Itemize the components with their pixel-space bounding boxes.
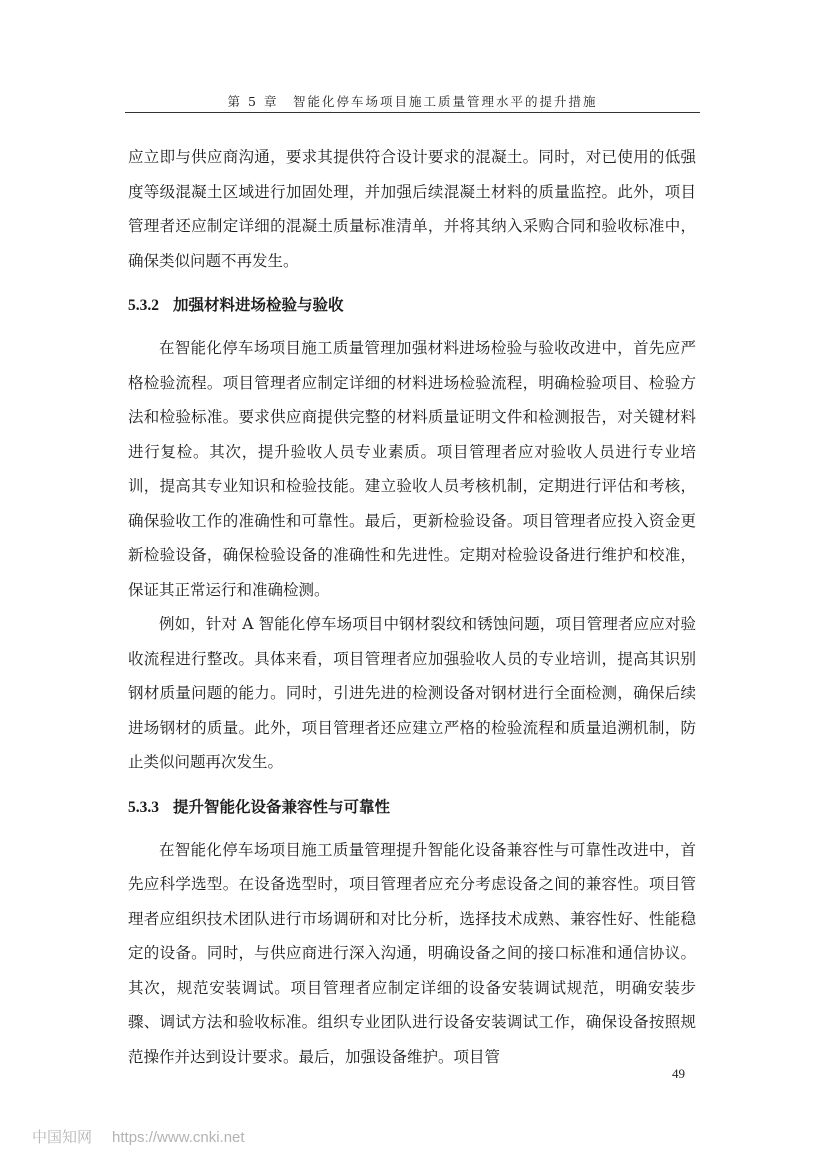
- watermark-url[interactable]: https://www.cnki.net: [112, 1129, 245, 1146]
- section-heading-5-3-2: [128, 288, 696, 323]
- paragraph-3: 例如，针对 A 智能化停车场项目中钢材裂纹和锈蚀问题，项目管理者应应对验收流程进行整改。具体来看，项目管理者应加强验收人员的专业培训，提高其识别钢材质量问题的能力。同时，引进先进的检测设备对钢材进行全面检测，确保后续进场钢材的质量。此外，项目管理者还应建立严格的检验流程和质量追溯机制，防止类似问题再次发生。: [128, 615, 696, 771]
- section-title: 提升智能化设备兼容性与可靠性: [173, 797, 391, 816]
- page-body: [128, 140, 696, 1074]
- watermark-brand: 中国知网: [32, 1129, 93, 1146]
- section-title: 加强材料进场检验与验收: [173, 296, 344, 314]
- paragraph-4: 在智能化停车场项目施工质量管理提升智能化设备兼容性与可靠性改进中，首先应科学选型。在设备选型时，项目管理者应充分考虑设备之间的兼容性。项目管理者应组织技术团队进行市场调研和对比分析，选择技术成熟、兼容性好、性能稳定的设备。同时，与供应商进行深入沟通，明确设备之间的接口标准和通信协议。其次，规范安装调试。项目管理者应制定详细的设备安装调试规范，明确安装步骤、调试方法和验收标准。组织专业团队进行设备安装调试工作，确保设备按照规范操作并达到设计要求。最后，加强设备维护。项目管: [128, 840, 696, 1066]
- page-number: 49: [672, 1066, 685, 1081]
- paragraph-2: 在智能化停车场项目施工质量管理加强材料进场检验与验收改进中，首先应严格检验流程。项目管理者应制定详细的材料进场检验流程，明确检验项目、检验方法和检验标准。要求供应商提供完整的材料质量证明文件和检测报告，对关键材料进行复检。其次，提升验收人员专业素质。项目管理者应对验收人员进行专业培训，提高其专业知识和检验技能。建立验收人员考核机制，定期进行评估和考核，确保验收工作的准确性和可靠性。最后，更新检验设备。项目管理者应投入资金更新检验设备，确保检验设备的准确性和先进性。定期对检验设备进行维护和校准，保证其正常运行和准确检测。: [128, 339, 696, 599]
- section-number: 5.3.2: [128, 297, 159, 314]
- header-rule: [125, 112, 700, 113]
- cnki-watermark: [32, 1126, 245, 1147]
- section-number: 5.3.3: [128, 798, 159, 816]
- section-heading-5-3-3: [128, 790, 696, 825]
- paragraph-1: 应立即与供应商沟通，要求其提供符合设计要求的混凝土。同时，对已使用的低强度等级混凝土区域进行加固处理，并加强后续混凝土材料的质量监控。此外，项目管理者还应制定详细的混凝土质量标准清单，并将其纳入采购合同和验收标准中，确保类似问题不再发生。: [128, 148, 696, 270]
- running-header: 第 5 章 智能化停车场项目施工质量管理水平的提升措施: [227, 94, 598, 109]
